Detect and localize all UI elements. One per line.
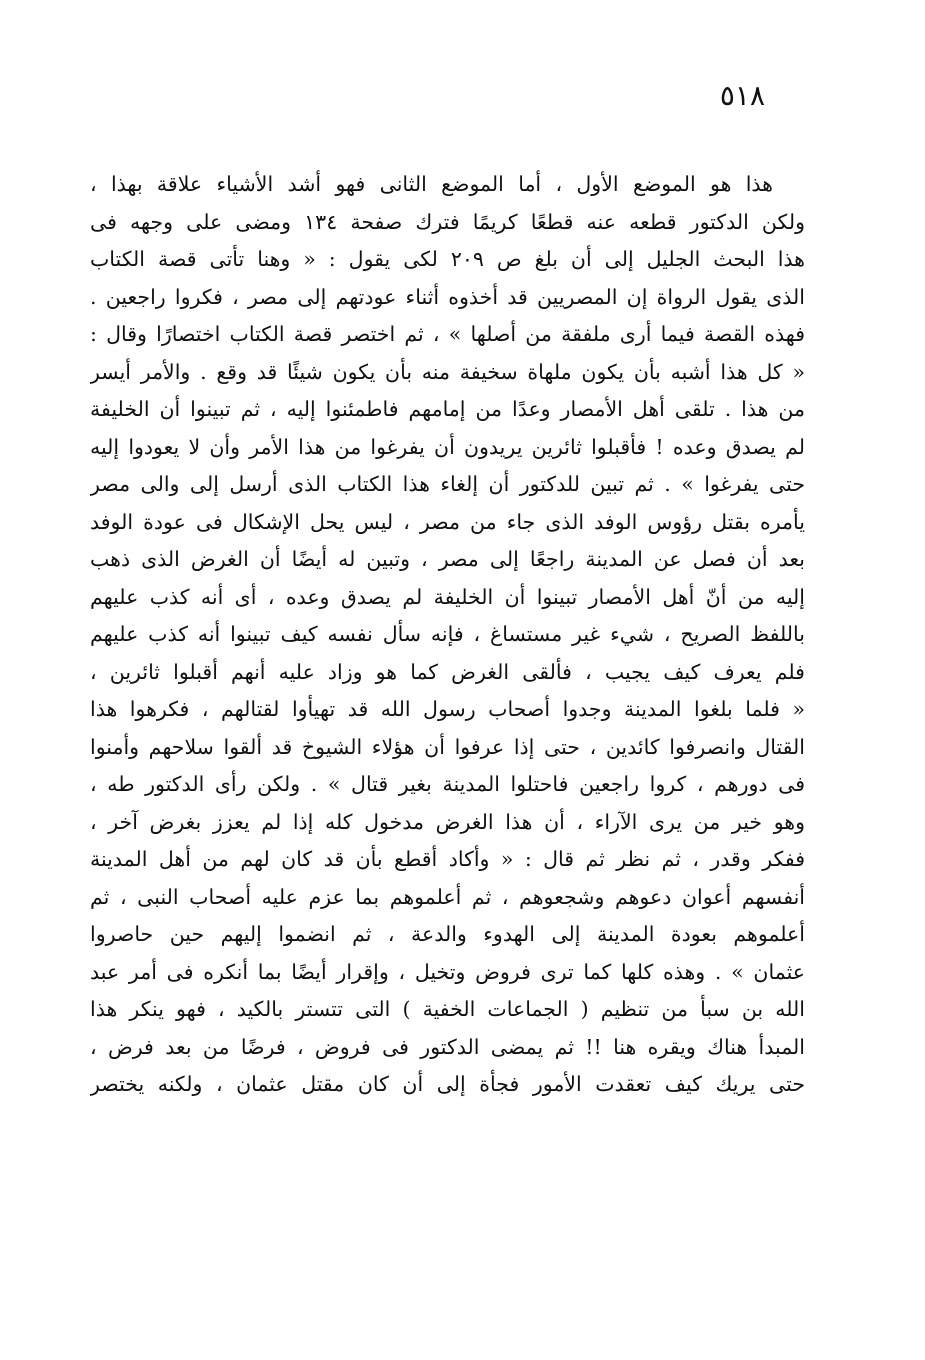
text-line: أنفسهم أعوان دعوهم وشجعوهم ، ثم أعلموهم بما عزم عليه أصحاب النبى ، ثم [90, 884, 805, 909]
text-line: بعد أن فصل عن المدينة راجعًا إلى مصر ، وتبين له أيضًا أن الغرض الذى ذهب [90, 547, 805, 571]
text-line: الذى يقول الرواة إن المصريين قد أخذوه أثناء عودتهم إلى مصر ، فكروا راجعين . [90, 284, 805, 309]
text-line: حتى يريك كيف تعقدت الأمور فجأة إلى أن كان مقتل عثمان ، ولكنه يختصر [90, 1072, 805, 1096]
text-line: المبدأ هناك ويقره هنا !! ثم يمضى الدكتور فى فروض ، فرضًا من بعد فرض ، [90, 1034, 805, 1059]
text-line: إليه من أنّ أهل الأمصار تبينوا أن الخليفة لم يصدق وعده ، أى أنه كذب عليهم [90, 584, 805, 609]
text-line: حتى يفرغوا » . ثم تبين للدكتور أن إلغاء هذا الكتاب الذى أرسل إلى والى مصر [90, 472, 805, 496]
text-line: يأمره بقتل رؤوس الوفد الذى جاء من مصر ، ليس يحل الإشكال فى عودة الوفد [90, 509, 805, 534]
text-line: هذا هو الموضع الأول ، أما الموضع الثانى فهو أشد الأشياء علاقة بهذا ، [90, 172, 773, 196]
text-line: فى دورهم ، كروا راجعين فاحتلوا المدينة بغير قتال » . ولكن رأى الدكتور طه ، [90, 772, 805, 796]
page-number: ٥١٨ [719, 79, 765, 112]
text-line: أعلموهم بعودة المدينة إلى الهدوء والدعة ، ثم انضموا إليهم حين حاصروا [90, 922, 805, 946]
text-line: باللفظ الصريح ، شيء غير مستساغ ، فإنه سأل نفسه كيف تبينوا أنه كذب عليهم [90, 622, 805, 646]
text-line: فلم يعرف كيف يجيب ، فألقى الغرض كما هو وزاد عليه أنهم أقبلوا ثائرين ، [90, 659, 805, 684]
text-line: القتال وانصرفوا كائدين ، حتى إذا عرفوا أن هؤلاء الشيوخ قد ألقوا سلاحهم وأمنوا [90, 734, 805, 759]
text-line: « كل هذا أشبه بأن يكون ملهاة سخيفة منه بأن يكون شيئًا قد وقع . والأمر أيسر [90, 359, 805, 384]
text-line: الله بن سبأ من تنظيم ( الجماعات الخفية ) التى تتستر بالكيد ، فهو ينكر هذا [90, 997, 805, 1021]
text-line: وهو خير من يرى الآراء ، أن هذا الغرض مدخول كله إذا لم يعزز بغرض آخر ، [90, 809, 805, 834]
text-line: ولكن الدكتور قطعه عنه قطعًا كريمًا فترك صفحة ١٣٤ ومضى على وجهه فى [90, 209, 805, 234]
text-line: لم يصدق وعده ! فأقبلوا ثائرين يريدون أن يفرغوا من هذا الأمر وأن لا يعودوا إليه [90, 434, 805, 459]
text-line: من هذا . تلقى أهل الأمصار وعدًا من إمامهم فاطمئنوا إليه ، ثم تبينوا أن الخليفة [90, 397, 805, 421]
text-line: فهذه القصة فيما أرى ملفقة من أصلها » ، ثم اختصر قصة الكتاب اختصارًا وقال : [90, 322, 805, 346]
text-line: عثمان » . وهذه كلها كما ترى فروض وتخيل ، وإقرار أيضًا بما أنكره فى أمر عبد [90, 959, 805, 984]
text-line: هذا البحث الجليل إلى أن بلغ ص ٢٠٩ لكى يقول : « وهنا تأتى قصة الكتاب [90, 247, 805, 271]
text-line: ففكر وقدر ، ثم نظر ثم قال : « وأكاد أقطع بأن قد كان لهم من أهل المدينة [90, 847, 805, 871]
text-line: « فلما بلغوا المدينة وجدوا أصحاب رسول الله قد تهيأوا لقتالهم ، فكرهوا هذا [90, 697, 805, 721]
body-text [90, 166, 805, 1104]
